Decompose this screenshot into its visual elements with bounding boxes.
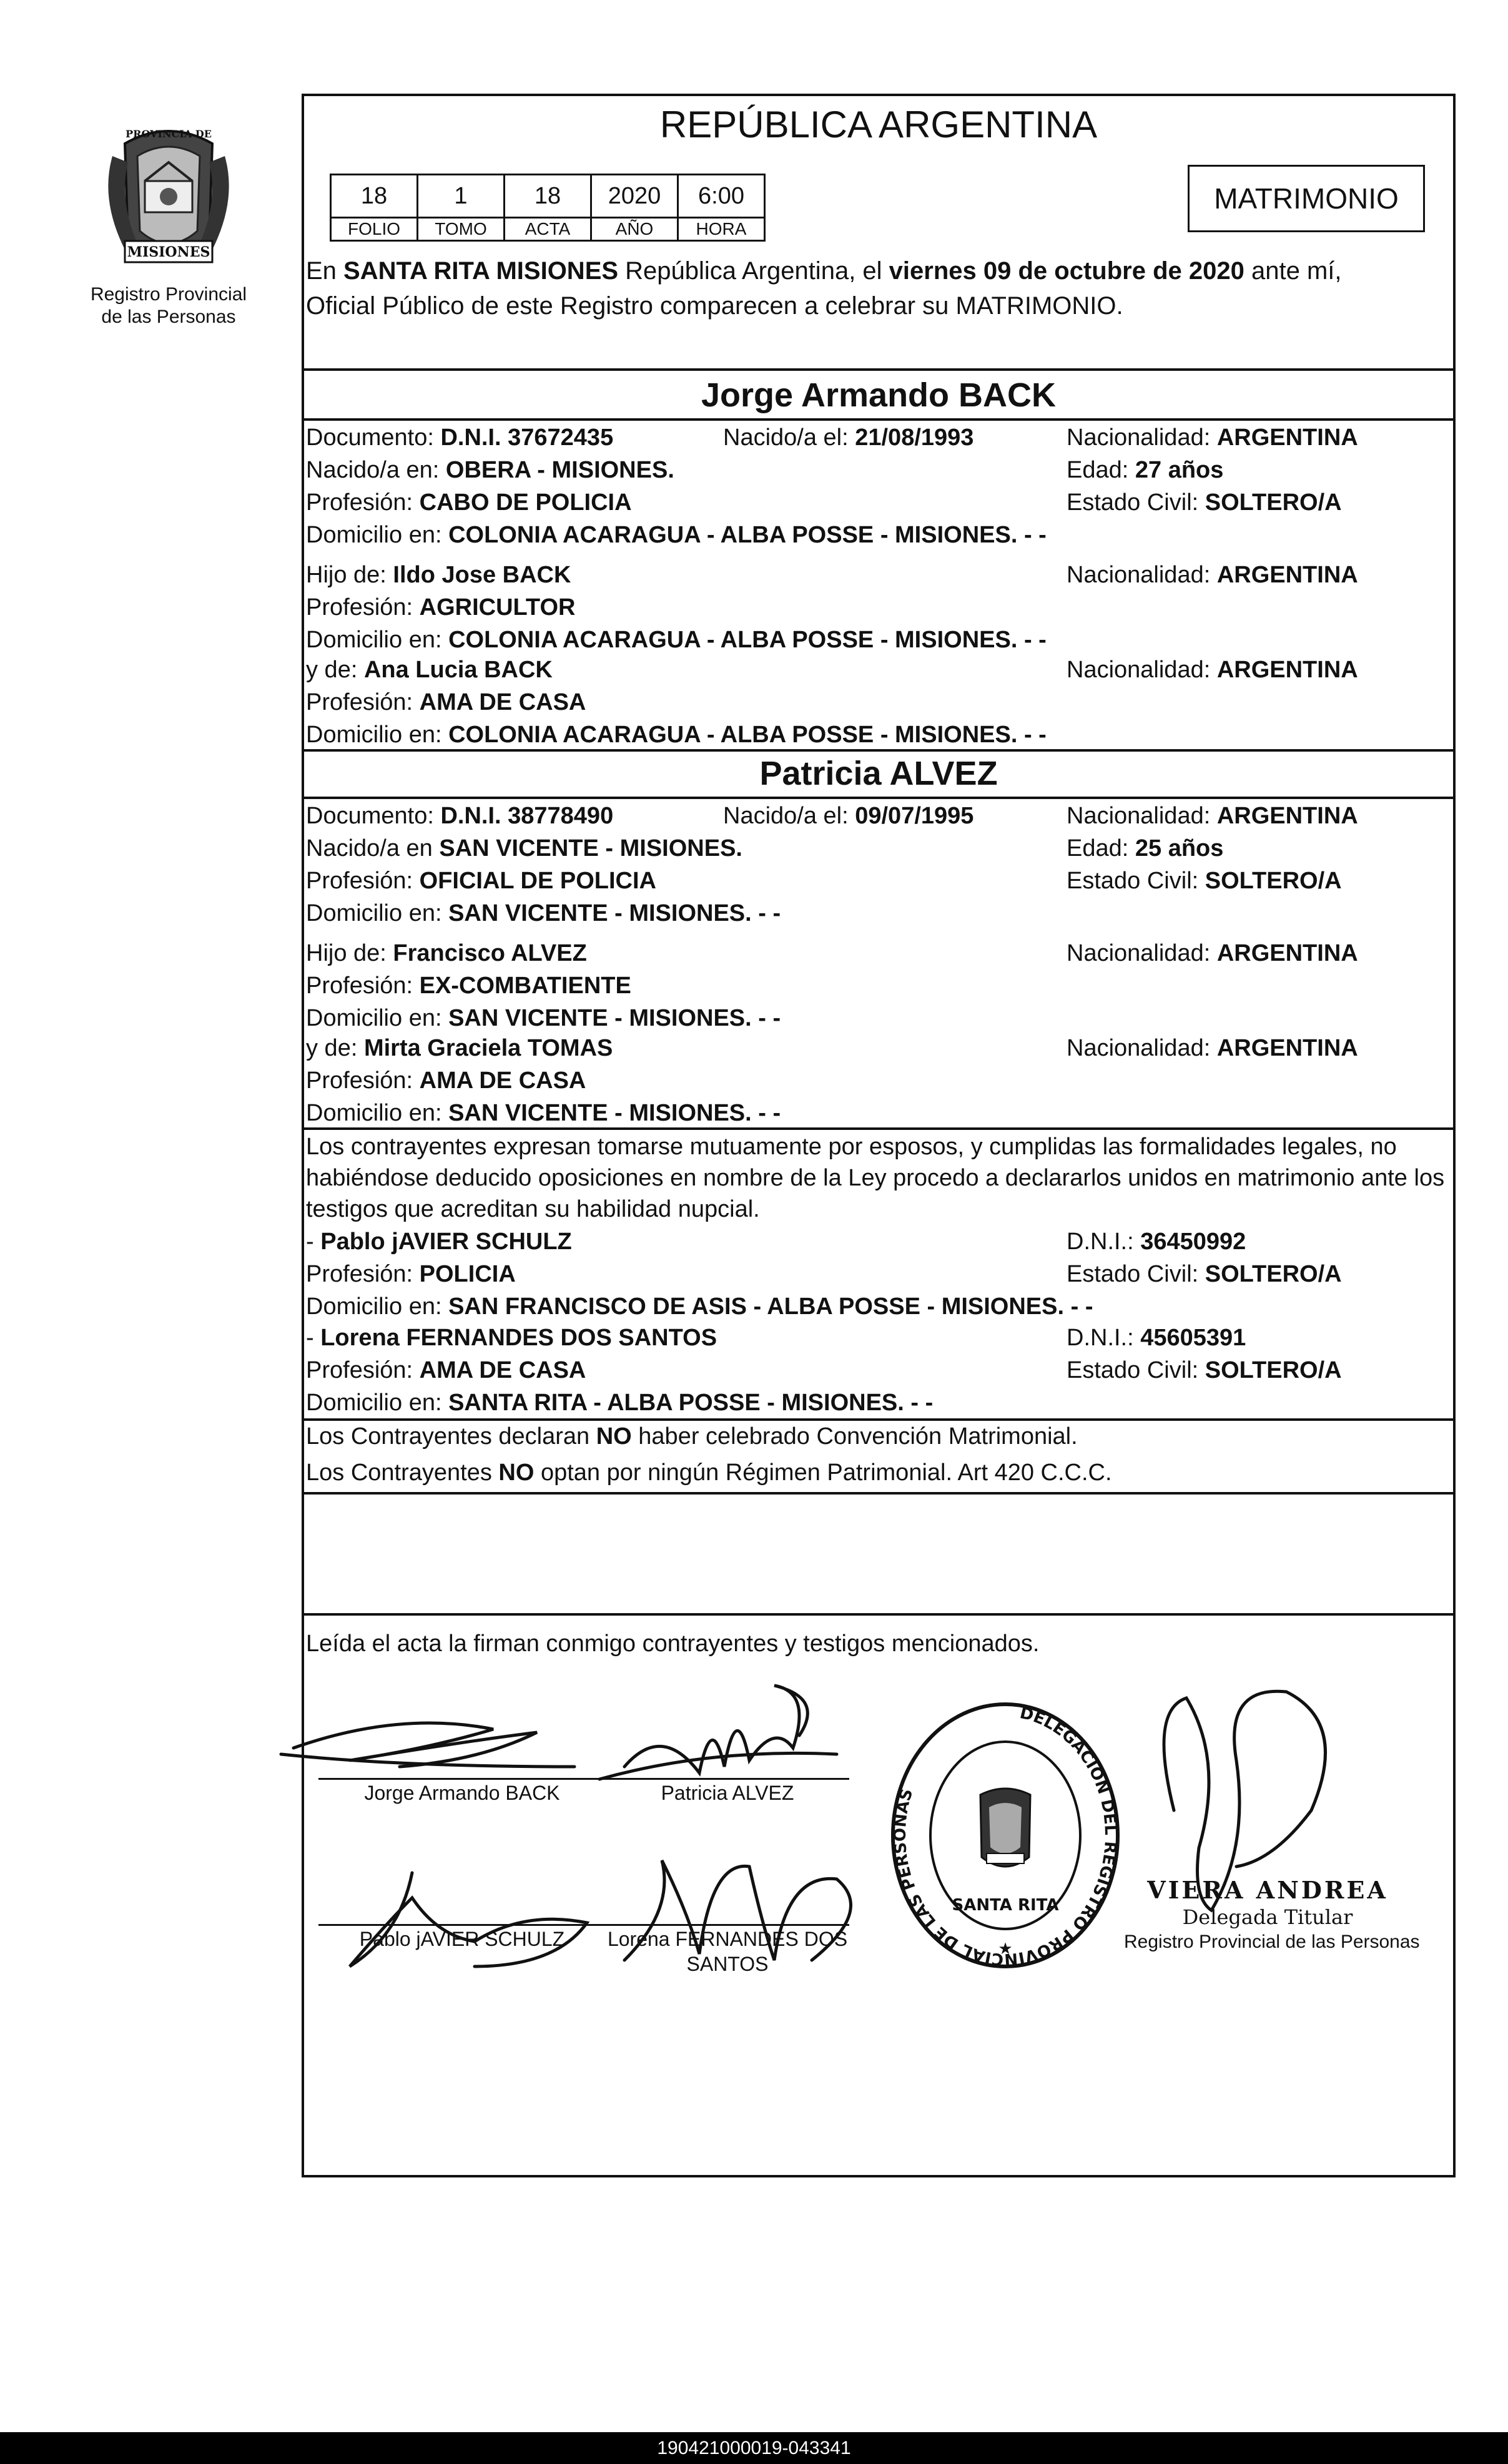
signature-label-2: Patricia ALVEZ bbox=[661, 1782, 794, 1804]
record-type-box: MATRIMONIO bbox=[1188, 165, 1425, 232]
svg-text:DELEGACION DEL REGISTRO PROVIN: DELEGACION DEL REGISTRO PROVINCIAL DE LAS PERSONAS bbox=[890, 1704, 1120, 1969]
svg-text:★: ★ bbox=[998, 1939, 1013, 1958]
spouse2-mother-profession: Profesión: AMA DE CASA bbox=[306, 1068, 586, 1094]
divider bbox=[302, 1127, 1456, 1130]
spouse1-nationality: Nacionalidad: ARGENTINA bbox=[1067, 425, 1358, 451]
witness2-dni: D.N.I.: 45605391 bbox=[1067, 1325, 1246, 1351]
signature-line-2 bbox=[606, 1778, 849, 1780]
signature-line-4 bbox=[606, 1924, 849, 1926]
divider bbox=[302, 1418, 1456, 1421]
signature-2-scribble bbox=[624, 1686, 807, 1773]
official-org: Registro Provincial de las Personas bbox=[1124, 1931, 1420, 1952]
divider bbox=[302, 749, 1456, 752]
spouse1-civil-status: Estado Civil: SOLTERO/A bbox=[1067, 489, 1342, 516]
spouse2-mother-nationality: Nacionalidad: ARGENTINA bbox=[1067, 1035, 1358, 1061]
spouse2-documento: Documento: D.N.I. 38778490 bbox=[306, 803, 614, 829]
witness2-profession: Profesión: AMA DE CASA bbox=[306, 1357, 586, 1383]
spouse1-mother-profession: Profesión: AMA DE CASA bbox=[306, 689, 586, 715]
registry-caption: Registro Provincial de las Personas bbox=[90, 284, 247, 327]
spouse2-father-nationality: Nacionalidad: ARGENTINA bbox=[1067, 940, 1358, 966]
signature-label-1: Jorge Armando BACK bbox=[364, 1782, 560, 1804]
spouse2-father-address: Domicilio en: SAN VICENTE - MISIONES. - - bbox=[306, 1005, 781, 1031]
acta-label: ACTA bbox=[505, 218, 591, 241]
spouse1-profession: Profesión: CABO DE POLICIA bbox=[306, 489, 632, 516]
acta-value: 18 bbox=[505, 175, 591, 218]
hora-value: 6:00 bbox=[678, 175, 765, 218]
spouse1-birthplace: Nacido/a en: OBERA - MISIONES. bbox=[306, 457, 674, 483]
folio-value: 18 bbox=[331, 175, 418, 218]
official-name: VIERA ANDREA bbox=[1147, 1876, 1388, 1904]
spouse1-father-profession: Profesión: AGRICULTOR bbox=[306, 594, 576, 621]
folio-table bbox=[330, 174, 766, 242]
svg-text:SANTA RITA: SANTA RITA bbox=[952, 1896, 1059, 1915]
spouse1-address: Domicilio en: COLONIA ACARAGUA - ALBA POSSE - MISIONES. - - bbox=[306, 522, 1047, 548]
closing-text: Leída el acta la firman conmigo contrayentes y testigos mencionados. bbox=[306, 1631, 1040, 1657]
signature-label-3: Pablo jAVIER SCHULZ bbox=[359, 1928, 565, 1950]
spouse1-name: Jorge Armando BACK bbox=[701, 376, 1057, 414]
convention-line-2: Los Contrayentes NO optan por ningún Régimen Patrimonial. Art 420 C.C.C. bbox=[306, 1460, 1112, 1486]
signature-line-1 bbox=[318, 1778, 606, 1780]
spouse1-mother-address: Domicilio en: COLONIA ACARAGUA - ALBA POSSE - MISIONES. - - bbox=[306, 722, 1047, 748]
spouse2-civil-status: Estado Civil: SOLTERO/A bbox=[1067, 868, 1342, 894]
witness2-address: Domicilio en: SANTA RITA - ALBA POSSE - MISIONES. - - bbox=[306, 1390, 934, 1416]
signature-line-3 bbox=[318, 1924, 606, 1926]
witness1-address: Domicilio en: SAN FRANCISCO DE ASIS - ALBA POSSE - MISIONES. - - bbox=[306, 1293, 1093, 1320]
tomo-value: 1 bbox=[418, 175, 505, 218]
intro-line-2: Oficial Público de este Registro comparecen a celebrar su MATRIMONIO. bbox=[306, 292, 1123, 320]
spouse1-mother: y de: Ana Lucia BACK bbox=[306, 657, 553, 683]
signature-scribbles bbox=[275, 1673, 1461, 2023]
signature-3-scribble bbox=[350, 1873, 587, 1966]
registry-logo bbox=[75, 119, 262, 328]
ano-label: AÑO bbox=[591, 218, 678, 241]
spouse2-age: Edad: 25 años bbox=[1067, 835, 1224, 861]
spouse1-father: Hijo de: Ildo Jose BACK bbox=[306, 562, 571, 588]
spouse2-nationality: Nacionalidad: ARGENTINA bbox=[1067, 803, 1358, 829]
spouse1-father-address: Domicilio en: COLONIA ACARAGUA - ALBA POSSE - MISIONES. - - bbox=[306, 627, 1047, 653]
divider bbox=[302, 418, 1456, 421]
divider bbox=[302, 1492, 1456, 1495]
spouse2-birthplace: Nacido/a en SAN VICENTE - MISIONES. bbox=[306, 835, 742, 861]
spouse2-birthdate: Nacido/a el: 09/07/1995 bbox=[723, 803, 974, 829]
convention-line-1: Los Contrayentes declaran NO haber celebrado Convención Matrimonial. bbox=[306, 1423, 1078, 1450]
signature-label-4: Lorena FERNANDES DOS SANTOS bbox=[607, 1928, 848, 1975]
spouse2-mother: y de: Mirta Graciela TOMAS bbox=[306, 1035, 613, 1061]
spouse2-father: Hijo de: Francisco ALVEZ bbox=[306, 940, 587, 966]
hora-label: HORA bbox=[678, 218, 765, 241]
divider bbox=[302, 368, 1456, 371]
witness2-name: - Lorena FERNANDES DOS SANTOS bbox=[306, 1325, 717, 1351]
divider bbox=[302, 797, 1456, 799]
svg-text:MISIONES: MISIONES bbox=[127, 244, 210, 260]
registry-stamp bbox=[887, 1698, 1124, 1973]
folio-label: FOLIO bbox=[331, 218, 418, 241]
svg-text:PROVINCIA DE: PROVINCIA DE bbox=[126, 128, 212, 140]
witness1-civil-status: Estado Civil: SOLTERO/A bbox=[1067, 1261, 1342, 1287]
spouse1-age: Edad: 27 años bbox=[1067, 457, 1224, 483]
province-seal-icon bbox=[100, 119, 237, 281]
spouse2-address: Domicilio en: SAN VICENTE - MISIONES. - - bbox=[306, 900, 781, 926]
country-title: REPÚBLICA ARGENTINA bbox=[659, 104, 1098, 145]
witness2-civil-status: Estado Civil: SOLTERO/A bbox=[1067, 1357, 1342, 1383]
divider bbox=[302, 1613, 1456, 1616]
intro-line-1: En SANTA RITA MISIONES República Argentina, el viernes 09 de octubre de 2020 ante mí, bbox=[306, 257, 1342, 285]
witness1-dni: D.N.I.: 36450992 bbox=[1067, 1229, 1246, 1255]
barcode-number: 190421000019-043341 bbox=[0, 2432, 1508, 2464]
spouse1-mother-nationality: Nacionalidad: ARGENTINA bbox=[1067, 657, 1358, 683]
declaration-text: Los contrayentes expresan tomarse mutuamente por esposos, y cumplidas las formalidades legales, no habiéndose deducido oposiciones en nombre de la Ley procedo a declararlos unidos en matrimonio ante los testigos que acreditan su habilidad nupcial. bbox=[306, 1134, 1445, 1222]
spouse1-father-nationality: Nacionalidad: ARGENTINA bbox=[1067, 562, 1358, 588]
witness1-name: - Pablo jAVIER SCHULZ bbox=[306, 1229, 572, 1255]
spouse1-birthdate: Nacido/a el: 21/08/1993 bbox=[723, 425, 974, 451]
tomo-label: TOMO bbox=[418, 218, 505, 241]
official-title: Delegada Titular bbox=[1182, 1905, 1353, 1929]
spouse2-father-profession: Profesión: EX-COMBATIENTE bbox=[306, 973, 631, 999]
ano-value: 2020 bbox=[591, 175, 678, 218]
spouse1-documento: Documento: D.N.I. 37672435 bbox=[306, 425, 614, 451]
spouse2-profession: Profesión: OFICIAL DE POLICIA bbox=[306, 868, 656, 894]
spouse2-mother-address: Domicilio en: SAN VICENTE - MISIONES. - - bbox=[306, 1100, 781, 1126]
spouse2-name: Patricia ALVEZ bbox=[759, 755, 998, 792]
witness1-profession: Profesión: POLICIA bbox=[306, 1261, 516, 1287]
